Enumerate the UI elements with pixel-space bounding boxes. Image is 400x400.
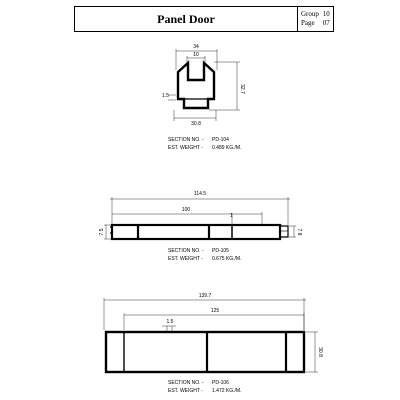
est-weight-row [168, 387, 241, 395]
section-no-value: PD-104 [212, 137, 229, 143]
dim-pd106-thickness: 1.5 [166, 319, 174, 325]
est-weight-label: EST. WEIGHT - [168, 145, 203, 151]
section-no-label: SECTION NO. - [168, 137, 204, 143]
dim-pd105-left-height: 7.5 [99, 228, 105, 236]
section-no-value: PD-105 [212, 248, 229, 254]
dim-pd105-inner-width: 100 [181, 207, 191, 213]
est-weight-label: EST. WEIGHT - [168, 256, 203, 262]
section-no-row [168, 247, 241, 255]
dim-pd105-right-height: 7.8 [296, 228, 302, 236]
profile-pd-106 [106, 332, 304, 372]
dim-pd105-thickness: 1 [230, 213, 233, 219]
dim-pd106-height: 30.8 [317, 347, 323, 357]
est-weight-value: 1.472 KG./M. [212, 388, 242, 394]
page-label: Page [301, 19, 315, 27]
section-no-row [168, 379, 241, 387]
section-no-label: SECTION NO. - [168, 248, 204, 254]
section-info-pd-105 [168, 247, 241, 263]
profile-pd-104 [178, 63, 214, 108]
profile-pd-105 [110, 225, 288, 239]
dims-pd-105 [104, 197, 296, 239]
section-no-row [168, 136, 241, 144]
section-info-pd-104 [168, 136, 241, 152]
dim-pd104-base-width: 30.8 [191, 121, 201, 127]
section-no-value: PD-106 [212, 380, 229, 386]
dim-pd104-height: 32.7 [239, 84, 245, 94]
section-info-pd-106 [168, 379, 241, 395]
est-weight-row [168, 144, 241, 152]
section-no-label: SECTION NO. - [168, 380, 204, 386]
dim-pd105-overall-width: 114.5 [193, 191, 207, 197]
dim-pd106-overall-width: 139.7 [198, 293, 212, 299]
est-weight-value: 0.675 KG./M. [212, 256, 242, 262]
est-weight-value: 0.489 KG./M. [212, 145, 242, 151]
page-value: 07 [322, 19, 330, 27]
dim-pd104-thickness: 1.5 [162, 93, 169, 99]
dim-pd104-slot-width: 10 [193, 52, 199, 58]
group-value: 10 [322, 10, 330, 18]
pd-104-outline [178, 63, 214, 108]
page-title: Panel Door [157, 12, 215, 26]
est-weight-row [168, 255, 241, 263]
dim-pd106-inner-width: 125 [210, 308, 220, 314]
dim-pd104-overall-width: 34 [193, 44, 199, 50]
group-label: Group [301, 10, 319, 18]
est-weight-label: EST. WEIGHT - [168, 388, 203, 394]
